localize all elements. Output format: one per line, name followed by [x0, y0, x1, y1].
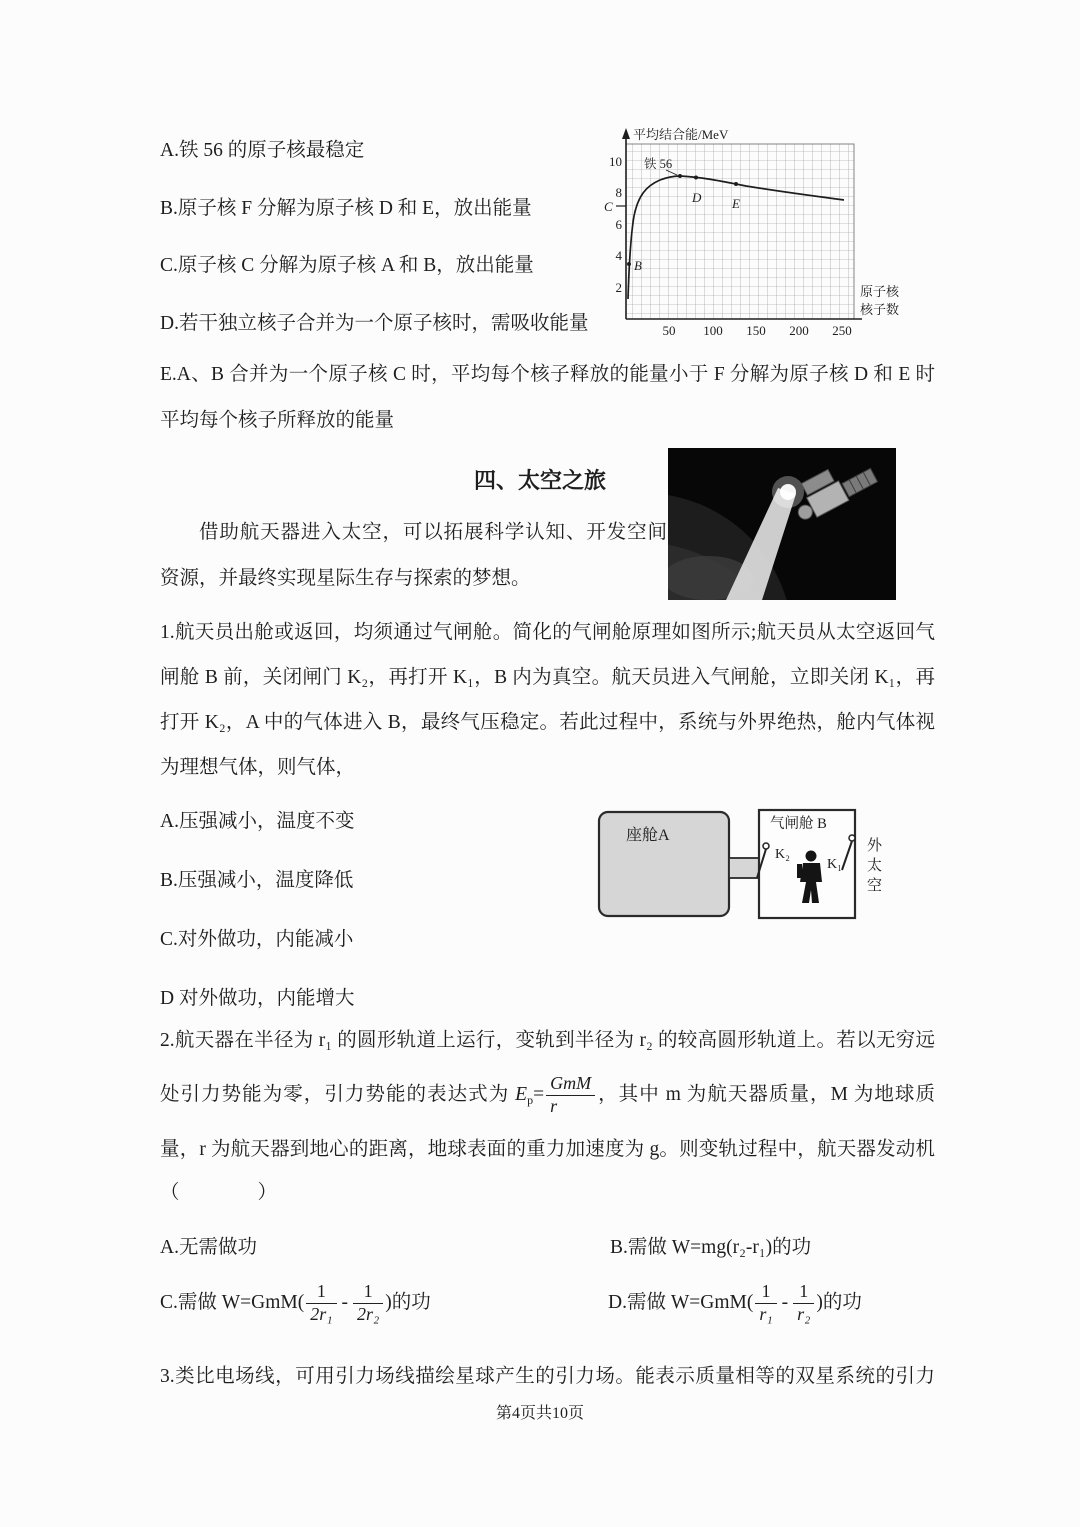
satellite-photo-svg	[668, 448, 896, 600]
ep-sub: p	[527, 1093, 534, 1107]
q2-option-b: B.需做 W=mg(r₂-r₁)的功	[610, 1237, 812, 1258]
binding-option-e-line1: E.A、B 合并为一个原子核 C 时，平均每个核子释放的能量小于 F 分解为原子核 D 和 E 时	[160, 364, 935, 385]
q1-line2: 闸舱 B 前，关闭闸门 K₂，再打开 K₁，B 内为真空。航天员进入气闸舱，立即关闭 K₁，再	[160, 667, 935, 688]
q2-line2	[160, 1063, 935, 1127]
binding-energy-chart	[596, 124, 914, 354]
ep-eq: =	[533, 1084, 545, 1105]
xtick-100: 100	[703, 323, 723, 338]
q1-line1: 1.航天员出舱或返回，均须通过气闸舱。简化的气闸舱原理如图所示;航天员从太空返回气	[160, 622, 935, 643]
engine-flare	[780, 484, 796, 500]
outer-space-char2: 太	[867, 858, 883, 874]
binding-option-e	[160, 352, 935, 444]
xtick-250: 250	[832, 323, 852, 338]
question-3-text: 3.类比电场线，可用引力场线描绘星球产生的引力场。能表示质量相等的双星系统的引力	[160, 1366, 935, 1387]
k1-label: K₁	[827, 857, 842, 872]
binding-option-c: C.原子核 C 分解为原子核 A 和 B，放出能量	[160, 255, 534, 276]
x-axis-title-line1: 原子核	[860, 284, 900, 299]
option-c-minus: -	[341, 1292, 349, 1313]
q2-option-c	[160, 1272, 431, 1334]
xtick-150: 150	[746, 323, 766, 338]
fraction-denominator: r	[550, 1096, 558, 1117]
q1-option-a: A.压强减小，温度不变	[160, 811, 355, 832]
binding-option-e-line2: 平均每个核子所释放的能量	[160, 410, 395, 431]
q2-option-d-pre: D.需做 W=GmM(	[608, 1292, 754, 1313]
q2-option-c-post: )的功	[385, 1292, 431, 1313]
q2-option-a: A.无需做功	[160, 1237, 257, 1258]
q2-line2-pre: 处引力势能为零，引力势能的表达式为	[160, 1084, 516, 1105]
section-intro	[160, 510, 667, 602]
binding-options-block	[160, 122, 630, 352]
satellite-photo	[668, 448, 896, 606]
point-e	[734, 182, 738, 186]
d-label: D	[692, 190, 702, 205]
intro-line2: 资源，并最终实现星际生存与探索的梦想。	[160, 568, 531, 589]
k2-label: K₂	[775, 847, 790, 862]
question-1-text	[160, 610, 935, 790]
k1-hinge	[849, 835, 855, 841]
gravity-pe-fraction	[546, 1074, 595, 1117]
corridor	[729, 858, 759, 878]
xtick-50: 50	[662, 323, 676, 338]
ytick-4: 4	[615, 248, 622, 263]
option-c-fraction2: $\frac{1}{\text{2r₂}}$	[353, 1282, 383, 1325]
ytick-2: 2	[615, 280, 622, 295]
section-title: 四、太空之旅	[473, 468, 606, 493]
point-fe56	[678, 174, 682, 178]
intro-line1: 借助航天器进入太空，可以拓展科学认知、开发空间	[199, 522, 667, 543]
binding-option-d: D.若干独立核子合并为一个原子核时，需吸收能量	[160, 312, 589, 334]
ytick-8: 8	[615, 185, 622, 200]
q2-line3: 量，r 为航天器到地心的距离，地球表面的重力加速度为 g。则变轨过程中，航天器发动机	[160, 1139, 935, 1160]
option-c-fraction1: $\frac{1}{\text{2r₁}}$	[306, 1282, 336, 1325]
airlock-diagram-svg	[596, 798, 896, 930]
question-1-options	[160, 792, 590, 1028]
fe56-label: 铁 56	[644, 157, 673, 171]
point-b	[627, 262, 631, 266]
section-title-row	[0, 464, 1080, 495]
q1-option-d: D 对外做功，内能增大	[160, 988, 355, 1009]
q1-line3: 打开 K₂，A 中的气体进入 B，最终气压稳定。若此过程中，系统与外界绝热，舱内气体视	[160, 712, 935, 733]
outer-space-char3: 空	[867, 878, 883, 894]
x-axis-title-line2: 核子数	[860, 302, 900, 317]
point-d	[694, 176, 698, 180]
option-d-fraction1: $\frac{1}{\text{r₁}}$	[755, 1282, 776, 1325]
option-d-fraction2: $\frac{1}{\text{r₂}}$	[793, 1282, 814, 1325]
c-label: C	[604, 199, 613, 214]
airlock-diagram	[596, 798, 896, 936]
q2-option-d-post: )的功	[816, 1292, 862, 1313]
binding-option-a: A.铁 56 的原子核最稳定	[160, 140, 365, 161]
ep-var: E	[515, 1084, 528, 1105]
q2-option-c-pre: C.需做 W=GmM(	[160, 1292, 305, 1313]
b-label: B	[634, 258, 642, 273]
ytick-10: 10	[609, 154, 622, 169]
xtick-200: 200	[789, 323, 809, 338]
option-d-minus: -	[781, 1292, 789, 1313]
cabin-a-label: 座舱A	[626, 827, 670, 844]
binding-option-b: B.原子核 F 分解为原子核 D 和 E，放出能量	[160, 197, 532, 219]
q1-line4: 为理想气体，则气体，	[160, 757, 356, 778]
y-axis-arrow	[622, 128, 630, 139]
airlock-b-label: 气闸舱 B	[770, 816, 827, 832]
fraction-numerator: GmM	[546, 1074, 595, 1096]
q1-option-b: B.压强减小，温度降低	[160, 870, 354, 891]
q1-option-c: C.对外做功，内能减小	[160, 929, 354, 950]
y-axis-title: 平均结合能/MeV	[633, 127, 729, 142]
q2-line2-post: ，其中 m 为航天器质量，M 为地球质	[597, 1084, 935, 1105]
outer-space-char1: 外	[867, 838, 883, 854]
q2-line1: 2.航天器在半径为 r₁ 的圆形轨道上运行，变轨到半径为 r₂ 的较高圆形轨道上。若以无穷远	[160, 1030, 935, 1051]
ytick-6: 6	[615, 217, 622, 232]
q2-line4-blank: （ ）	[160, 1182, 278, 1203]
q2-option-d	[608, 1272, 862, 1334]
question-2-text	[160, 1018, 935, 1214]
page-footer: 第4页共10页	[495, 1405, 584, 1422]
k2-hinge	[763, 843, 769, 849]
binding-energy-chart-svg	[596, 124, 914, 348]
e-label: E	[732, 196, 740, 211]
q2-options-row1	[160, 1228, 935, 1268]
q2-options-row2	[160, 1272, 935, 1334]
